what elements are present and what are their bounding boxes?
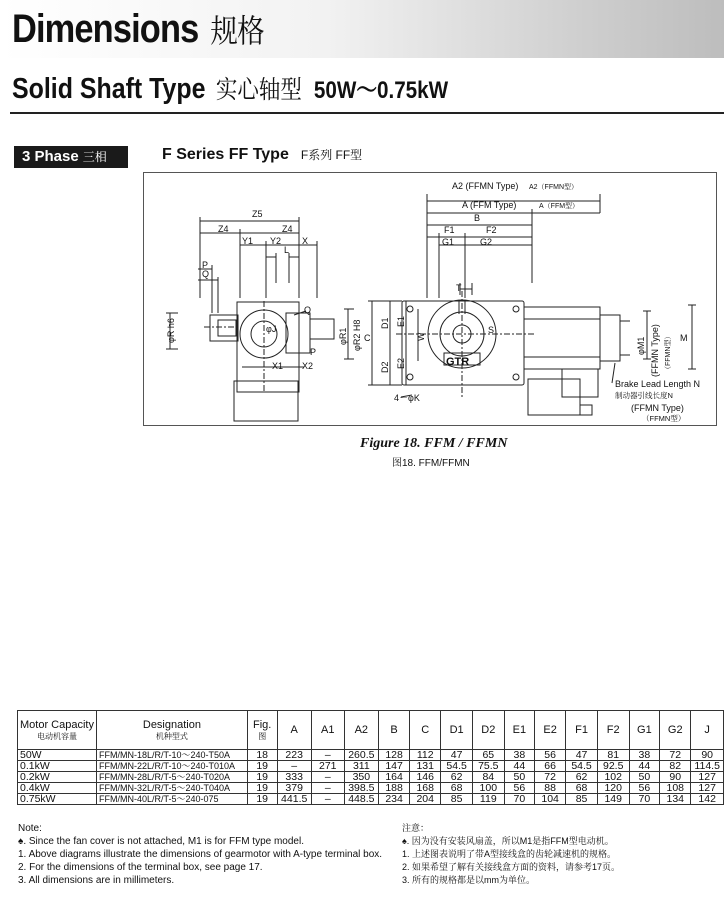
section-title-cn: 实心轴型 (215, 75, 302, 104)
section-title (12, 70, 448, 106)
cell-capacity: 0.1kW (18, 761, 97, 772)
header-b: B (379, 711, 410, 750)
label-a: A (FFM Type) (462, 200, 517, 210)
cell-value: 448.5 (344, 794, 378, 805)
cell-value: 100 (472, 783, 504, 794)
label-d1: D1 (380, 317, 390, 329)
cell-value: 75.5 (472, 761, 504, 772)
label-e2: E2 (396, 357, 406, 369)
figure-box (143, 172, 717, 426)
figure-caption-cn: 图18. FFM/FFMN (392, 458, 470, 469)
series-title-cn: F系列 FF型 (300, 148, 363, 162)
cell-value: 66 (535, 761, 566, 772)
cell-value: 90 (660, 772, 691, 783)
label-x2: X2 (302, 361, 314, 371)
phase-badge-en: 3 Phase (22, 148, 79, 165)
cell-value: 56 (629, 783, 660, 794)
cell-value: 70 (504, 794, 534, 805)
cell-value: 142 (691, 794, 724, 805)
phase-badge (14, 146, 128, 168)
cell-value: 54.5 (566, 761, 598, 772)
label-4k: 4－φK (394, 393, 420, 403)
phase-badge-cn: 三相 (82, 150, 107, 164)
cell-value: 379 (277, 783, 311, 794)
cell-capacity: 0.2kW (18, 772, 97, 783)
notes-english (18, 822, 382, 887)
cell-designation: FFM/MN-22L/R/T-10～240-T010A (96, 761, 247, 772)
label-f2: F2 (486, 225, 497, 235)
table-row (18, 772, 724, 783)
header-d2: D2 (472, 711, 504, 750)
notes-title: Note: (18, 823, 42, 834)
cell-value: 164 (379, 772, 410, 783)
figure-caption: Figure 18. FFM / FFMN (360, 436, 508, 451)
cell-value: 119 (472, 794, 504, 805)
label-t: T (456, 283, 462, 293)
page-title-cn: 规格 (210, 12, 264, 50)
cell-value: 168 (410, 783, 441, 794)
page-title-en: Dimensions (12, 7, 199, 51)
note-item-cn: 2. 如果希望了解有关接线盒方面的资料，请参考17页。 (402, 862, 621, 872)
label-brake-lead: Brake Lead Length N (615, 379, 701, 389)
cell-value: 223 (277, 750, 311, 761)
cell-value: 90 (691, 750, 724, 761)
label-phi-r: φR h6 (166, 318, 176, 343)
cell-value: 120 (597, 783, 629, 794)
cell-value: 260.5 (344, 750, 378, 761)
cell-value: 149 (597, 794, 629, 805)
cell-value: 72 (535, 772, 566, 783)
label-ffmn-type-bottom: (FFMN Type) (631, 403, 684, 413)
cell-value: 104 (535, 794, 566, 805)
cell-capacity: 0.4kW (18, 783, 97, 794)
cell-value: 441.5 (277, 794, 311, 805)
label-phi-m1: φM1 (636, 336, 646, 355)
label-y1: Y1 (242, 236, 254, 246)
section-title-en: Solid Shaft Type (12, 73, 206, 105)
cell-designation: FFM/MN-32L/R/T-5～240-T040A (96, 783, 247, 794)
label-s: S (488, 325, 495, 335)
header-motor-capacity: Motor Capacity 电动机容量 (18, 711, 97, 750)
cell-value: 38 (629, 750, 660, 761)
label-phi-r2: φR2 H8 (352, 319, 362, 351)
cell-value: 81 (597, 750, 629, 761)
header-fig: Fig. 图 (247, 711, 277, 750)
cell-value: 85 (441, 794, 473, 805)
cell-value: 72 (660, 750, 691, 761)
cell-value: 68 (441, 783, 473, 794)
cell-value: 62 (441, 772, 473, 783)
cell-value: 108 (660, 783, 691, 794)
cell-value: 311 (344, 761, 378, 772)
label-ffmn-type-right-cn: （FFMN型） (665, 332, 672, 373)
cell-value: 47 (441, 750, 473, 761)
label-ffmn-type-right: (FFMN Type) (650, 324, 660, 377)
cell-value: 234 (379, 794, 410, 805)
cell-designation: FFM/MN-28L/R/T-5～240-T020A (96, 772, 247, 783)
cell-value: 128 (379, 750, 410, 761)
note-item: 3. All dimensions are in millimeters. (18, 875, 175, 886)
cell-value: 50 (629, 772, 660, 783)
notes-chinese (402, 822, 620, 887)
cell-fig: 18 (247, 750, 277, 761)
cell-value: 70 (629, 794, 660, 805)
table-row (18, 794, 724, 805)
cell-value: 47 (566, 750, 598, 761)
cell-fig: 19 (247, 772, 277, 783)
cell-value: 54.5 (441, 761, 473, 772)
header-g1: G1 (629, 711, 660, 750)
header-a2: A2 (344, 711, 378, 750)
cell-value: – (311, 783, 344, 794)
cell-value: – (277, 761, 311, 772)
label-q-left: Q (202, 269, 210, 279)
table-row (18, 761, 724, 772)
header-d1: D1 (441, 711, 473, 750)
cell-value: 85 (566, 794, 598, 805)
label-z4-right: Z4 (282, 224, 293, 234)
note-item: 1. Above diagrams illustrate the dimensions of gearmotor with A-type terminal box. (18, 849, 383, 860)
cell-value: 112 (410, 750, 441, 761)
header-a1: A1 (311, 711, 344, 750)
label-w: W (416, 332, 426, 341)
header-j: J (691, 711, 724, 750)
cell-value: 62 (566, 772, 598, 783)
cell-value: 350 (344, 772, 378, 783)
cell-value: 114.5 (691, 761, 724, 772)
series-title-en: F Series FF Type (162, 146, 289, 163)
label-ffmn-type-bottom-cn: （FFMN型） (642, 414, 686, 423)
label-p-lower: P (310, 347, 317, 357)
label-b: B (474, 213, 481, 223)
note-item: ♠. Since the fan cover is not attached, M1 is for FFM type model. (18, 836, 304, 847)
cell-value: 50 (504, 772, 534, 783)
header-f1: F1 (566, 711, 598, 750)
label-phi-r1: φR1 (338, 327, 348, 345)
cell-value: 102 (597, 772, 629, 783)
cell-value: 92.5 (597, 761, 629, 772)
cell-designation: FFM/MN-40L/R/T-5～240-075 (96, 794, 247, 805)
label-a2: A2 (FFMN Type) (452, 181, 519, 191)
cell-value: 44 (629, 761, 660, 772)
gtr-logo: GTR (446, 356, 470, 368)
note-item-cn: 1. 上述图表说明了带A型接线盒的齿轮减速机的规格。 (402, 849, 617, 859)
table-header-row (18, 711, 724, 750)
header-c: C (410, 711, 441, 750)
label-x1: X1 (272, 361, 284, 371)
header-f2: F2 (597, 711, 629, 750)
cell-value: 68 (566, 783, 598, 794)
header-g2: G2 (660, 711, 691, 750)
cell-value: 147 (379, 761, 410, 772)
label-g1: G1 (442, 237, 455, 247)
label-m: M (680, 333, 688, 343)
cell-value: 333 (277, 772, 311, 783)
label-z4-left: Z4 (218, 224, 229, 234)
cell-value: 82 (660, 761, 691, 772)
cell-capacity: 50W (18, 750, 97, 761)
label-g2: G2 (480, 237, 493, 247)
label-c: C (364, 333, 371, 343)
cell-value: – (311, 794, 344, 805)
cell-value: – (311, 772, 344, 783)
cell-value: 127 (691, 783, 724, 794)
cell-value: 131 (410, 761, 441, 772)
header-designation: Designation 机种型式 (96, 711, 247, 750)
page-title (12, 6, 264, 52)
dimension-drawing (144, 173, 716, 425)
cell-value: 134 (660, 794, 691, 805)
cell-value: – (311, 750, 344, 761)
cell-value: 204 (410, 794, 441, 805)
label-phi-j: φJ (266, 324, 277, 334)
label-p-top: P (202, 260, 209, 270)
cell-fig: 19 (247, 783, 277, 794)
label-l: L (284, 245, 290, 255)
cell-value: 84 (472, 772, 504, 783)
cell-value: 398.5 (344, 783, 378, 794)
note-item-cn: 3. 所有的规格都是以mm为单位。 (402, 875, 536, 885)
cell-fig: 19 (247, 761, 277, 772)
cell-value: 88 (535, 783, 566, 794)
cell-fig: 19 (247, 794, 277, 805)
cell-value: 56 (535, 750, 566, 761)
label-q-right: Q (304, 305, 312, 315)
divider-rule (10, 112, 724, 114)
note-item-cn: ♠. 因为没有安装风扇盖，所以M1是指FFM型电动机。 (402, 836, 614, 846)
header-a: A (277, 711, 311, 750)
header-e1: E1 (504, 711, 534, 750)
cell-value: 271 (311, 761, 344, 772)
label-a2-cn: A2（FFMN型） (529, 184, 578, 191)
label-x: X (302, 236, 309, 246)
cell-value: 146 (410, 772, 441, 783)
cell-value: 65 (472, 750, 504, 761)
label-e1: E1 (396, 315, 406, 327)
label-a-cn: A（FFM型） (539, 203, 580, 210)
cell-value: 44 (504, 761, 534, 772)
cell-value: 127 (691, 772, 724, 783)
label-brake-lead-cn: 制动器引线长度N (615, 391, 673, 400)
cell-value: 38 (504, 750, 534, 761)
series-title (162, 146, 362, 164)
label-y2: Y2 (270, 236, 282, 246)
cell-designation: FFM/MN-18L/R/T-10～240-T50A (96, 750, 247, 761)
table-row (18, 783, 724, 794)
power-range: 50W～0.75kW (313, 77, 449, 104)
header-e2: E2 (535, 711, 566, 750)
label-d2: D2 (380, 361, 390, 373)
cell-value: 188 (379, 783, 410, 794)
notes-title-cn: 注意： (402, 823, 430, 833)
cell-capacity: 0.75kW (18, 794, 97, 805)
cell-value: 56 (504, 783, 534, 794)
label-f1: F1 (444, 225, 455, 235)
dimension-table (17, 710, 724, 805)
note-item: 2. For the dimensions of the terminal box, see page 17. (18, 862, 263, 873)
table-row (18, 750, 724, 761)
label-z5: Z5 (252, 209, 263, 219)
